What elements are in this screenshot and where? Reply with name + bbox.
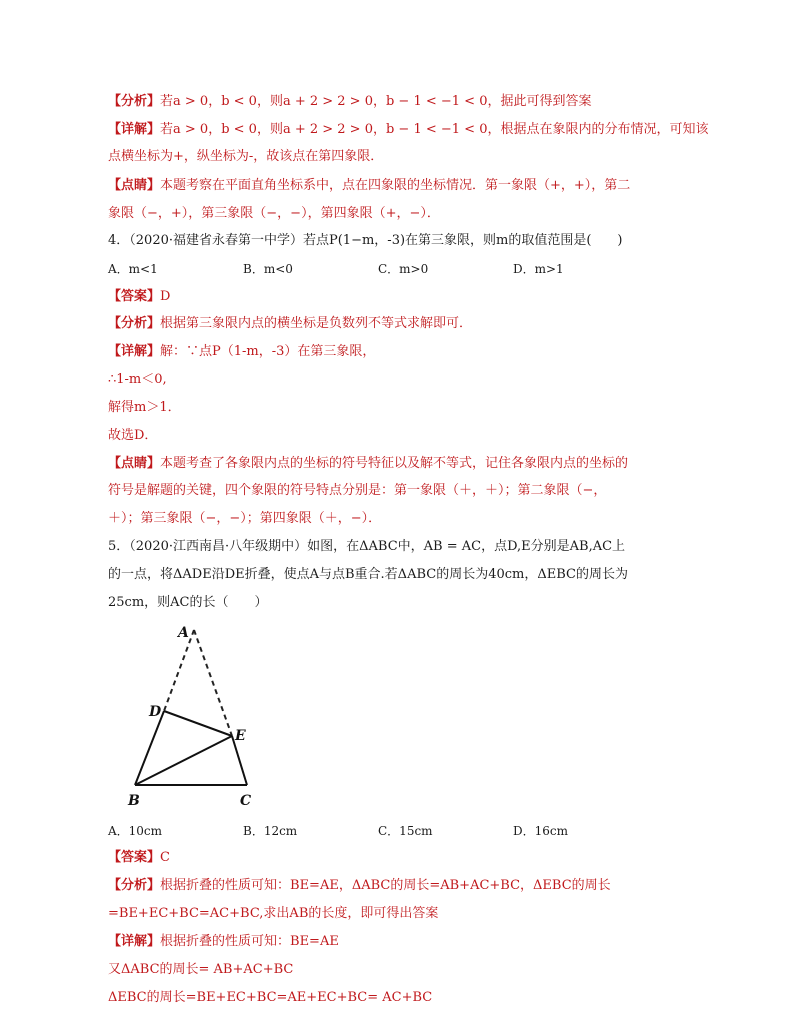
q5-detail-line-2: 又ΔABC的周长= AB+AC+BC [108, 962, 294, 977]
analysis-text: 根据第三象限内点的横坐标是负数列不等式求解即可． [160, 316, 473, 331]
q5-stem-line-1: 5．（2020·江西南昌·八年级期中）如图，在ΔABC中，AB = AC，点D,E分别是AB,AC上 [108, 539, 626, 554]
q4-option-b: B．m<0 [243, 262, 293, 276]
q5-answer-line [108, 849, 170, 867]
q4-option-a: A．m<1 [108, 262, 158, 276]
detail-tag: 【详解】 [108, 934, 161, 949]
q4-analysis-line [108, 315, 472, 333]
comment-tag: 【点睛】 [108, 178, 161, 193]
label-e: E [235, 728, 246, 744]
q5-option-a: A．10cm [108, 824, 163, 838]
detail-text: 若a > 0，b < 0，则a + 2 > 2 > 0，b − 1 < −1 < 0，根据点在象限内的分布情况，可知该 [160, 122, 709, 137]
q4-stem: 4．（2020·福建省永春第一中学）若点P(1−m，-3)在第三象限，则m的取值范围是( ) [108, 233, 623, 248]
q3-analysis-line [108, 93, 591, 111]
q5-option-c: C．15cm [378, 824, 433, 838]
segment-db [135, 711, 164, 785]
q3-detail-line-2: 点横坐标为+，纵坐标为-，故该点在第四象限． [108, 149, 384, 164]
analysis-tag: 【分析】 [108, 94, 161, 109]
detail-text: 解：∵点P（1-m，-3）在第三象限， [160, 344, 376, 359]
q5-option-d: D．16cm [513, 824, 568, 838]
q5-stem-line-3: 25cm，则AC的长（ ） [108, 595, 268, 610]
answer-tag: 【答案】 [108, 289, 161, 304]
analysis-tag: 【分析】 [108, 878, 161, 893]
detail-tag: 【详解】 [108, 344, 161, 359]
q4-detail-line-1 [108, 343, 375, 361]
label-b: B [128, 793, 140, 809]
comment-text: 本题考察在平面直角坐标系中，点在四象限的坐标情况．第一象限（+，+），第二 [160, 178, 631, 193]
triangle-figure [122, 620, 272, 810]
q5-option-b: B．12cm [243, 824, 298, 838]
label-a: A [178, 625, 189, 641]
q3-detail-line-1 [108, 121, 708, 139]
q3-comment-line-2: 象限（−，+），第三象限（−，−），第四象限（+，−）． [108, 206, 440, 221]
answer-value: C [160, 850, 170, 865]
q4-detail-line-3: 解得m＞1． [108, 400, 181, 415]
analysis-text: 若a > 0，b < 0，则a + 2 > 2 > 0，b − 1 < −1 < 0，据此可得到答案 [160, 94, 592, 109]
q4-detail-line-4: 故选D． [108, 428, 158, 443]
q4-comment-line-2: 符号是解题的关键，四个象限的符号特点分别是：第一象限（＋，＋）；第二象限（−， [108, 483, 607, 498]
q5-detail-line-3: ΔEBC的周长=BE+EC+BC=AE+EC+BC= AC+BC [108, 990, 433, 1005]
detail-tag: 【详解】 [108, 122, 161, 137]
q4-comment-line-1 [108, 455, 628, 473]
fold-line-ad [164, 630, 194, 711]
q4-answer-line [108, 288, 170, 306]
label-c: C [240, 793, 252, 809]
comment-text: 本题考查了各象限内点的坐标的符号特征以及解不等式，记住各象限内点的坐标的 [160, 456, 629, 471]
segment-de [164, 711, 232, 736]
q5-analysis-line-2: =BE+EC+BC=AC+BC,求出AB的长度，即可得出答案 [108, 906, 439, 921]
q5-analysis-line-1 [108, 877, 611, 895]
fold-line-ae [194, 630, 232, 736]
comment-tag: 【点睛】 [108, 456, 161, 471]
q4-option-c: C．m>0 [378, 262, 429, 276]
q4-comment-line-3: ＋）；第三象限（−，−）；第四象限（＋，−）． [108, 511, 382, 526]
analysis-tag: 【分析】 [108, 316, 161, 331]
q4-detail-line-2: ∴1-m＜0, [108, 372, 167, 387]
segment-be [135, 736, 232, 785]
q3-comment-line-1 [108, 177, 630, 195]
answer-value: D [160, 289, 171, 304]
detail-text: 根据折叠的性质可知：BE=AE [160, 934, 339, 949]
q5-stem-line-2: 的一点，将ΔADE沿DE折叠，使点A与点B重合.若ΔABC的周长为40cm，ΔEBC的周长为 [108, 567, 628, 582]
q5-detail-line-1 [108, 933, 339, 951]
answer-tag: 【答案】 [108, 850, 161, 865]
label-d: D [149, 704, 162, 720]
analysis-text: 根据折叠的性质可知：BE=AE，ΔABC的周长=AB+AC+BC，ΔEBC的周长 [160, 878, 611, 893]
q4-option-d: D．m>1 [513, 262, 564, 276]
